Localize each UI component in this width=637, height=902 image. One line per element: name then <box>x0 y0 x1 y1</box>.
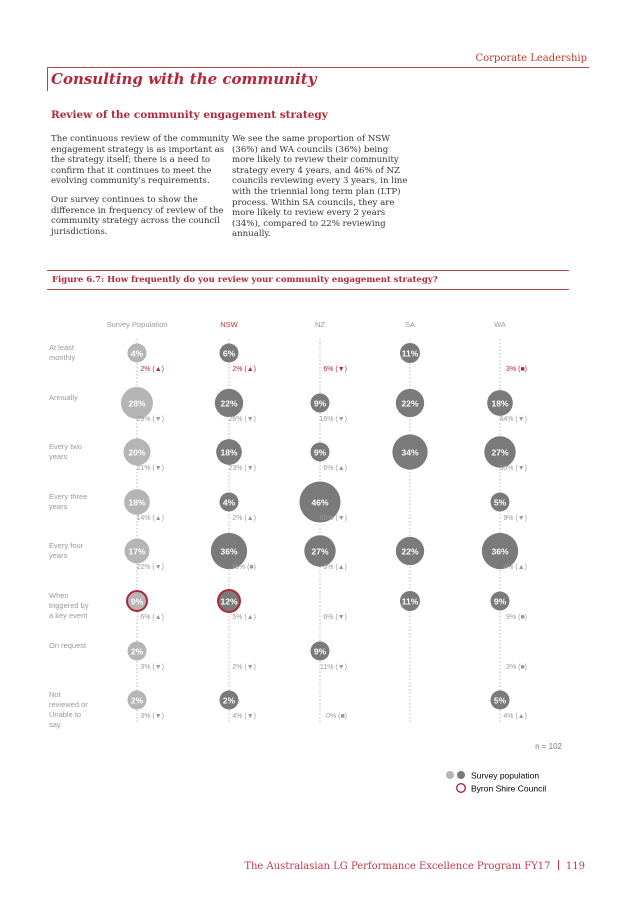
prior-year-change: 6% (▼) <box>323 614 347 621</box>
figure-caption: Figure 6.7: How frequently do you review your community engagement strategy? <box>52 275 438 285</box>
row-label: Every three <box>49 492 88 501</box>
bubble-value-label: 9% <box>493 596 507 607</box>
bubble-value-label: 27% <box>311 546 329 557</box>
section-subheading: Review of the community engagement strategy <box>51 109 328 121</box>
prior-year-change: 4% (▼) <box>232 713 256 720</box>
page-footer <box>244 860 585 872</box>
prior-year-change: 6% (▲) <box>140 614 164 621</box>
prior-year-change: 23% (▼) <box>228 465 256 472</box>
bubble-value-label: 22% <box>401 398 419 409</box>
column-header: WA <box>494 320 506 329</box>
row-label: Every four <box>49 541 84 550</box>
footer-separator <box>558 860 559 870</box>
bubble-value-label: 18% <box>491 398 509 409</box>
prior-year-change: 21% (▼) <box>136 465 164 472</box>
bubble-value-label: 34% <box>401 447 419 458</box>
bubble-value-label: 6% <box>222 348 236 359</box>
bubble-value-label: 5% <box>493 497 507 508</box>
prior-year-change: 2% (▲) <box>232 515 256 522</box>
body-paragraph: Our survey continues to show the difference in frequency of review of the community strategy across the council jurisdictions. <box>51 194 224 237</box>
row-label: reviewed or <box>49 700 88 709</box>
bubble-value-label: 2% <box>222 695 236 706</box>
bubble-value-label: 22% <box>220 398 238 409</box>
legend-council-swatch <box>457 784 466 793</box>
prior-year-change: 30% (▼) <box>499 465 527 472</box>
prior-year-change: 2% (▲) <box>232 366 256 373</box>
bubble-value-label: 36% <box>491 546 509 557</box>
prior-year-change: 29% (▼) <box>136 416 164 423</box>
footer-program: The Australasian LG Performance Excellence Program FY17 <box>244 861 551 872</box>
prior-year-change: 5% (▲) <box>232 614 256 621</box>
prior-year-change: 44% (▼) <box>499 416 527 423</box>
row-label: At least <box>49 343 75 352</box>
bubble-value-label: 9% <box>313 646 327 657</box>
prior-year-change: 0% (▲) <box>323 564 347 571</box>
legend-survey-light-swatch <box>446 771 454 779</box>
bubble-value-label: 18% <box>220 447 238 458</box>
bubble-value-label: 9% <box>130 596 144 607</box>
bubble-value-label: 9% <box>313 398 327 409</box>
prior-year-change: 2% (▲) <box>140 366 164 373</box>
prior-year-change: 16% (▼) <box>319 416 347 423</box>
row-label: Unable to <box>49 710 82 719</box>
prior-year-change: 26% (▼) <box>228 416 256 423</box>
body-paragraph: We see the same proportion of NSW (36%) and WA councils (36%) being more likely to review their community strategy every 4 years, and 46% of NZ councils reviewing every 3 years, in line with the triennial long term plan (LTP) process. Within SA councils, they are more likely to review every 2 years (34%), compared to 22% reviewing annually. <box>232 134 408 240</box>
legend-survey-dark-swatch <box>457 771 465 779</box>
bubble-value-label: 4% <box>222 497 236 508</box>
prior-year-change: 3% (■) <box>506 366 527 373</box>
row-label: years <box>49 502 68 511</box>
prior-year-change: 3% (▼) <box>140 713 164 720</box>
row-label: monthly <box>49 353 76 362</box>
row-label: years <box>49 551 68 560</box>
legend-council-label: Byron Shire Council <box>471 783 547 794</box>
bubble-value-label: 28% <box>128 398 146 409</box>
bubble-value-label: 11% <box>401 348 419 359</box>
chart-legend <box>440 768 590 798</box>
prior-year-change: 36% (■) <box>231 564 256 571</box>
bubble-value-label: 36% <box>220 546 238 557</box>
prior-year-change: 65% (▼) <box>319 515 347 522</box>
prior-year-change: 2% (▼) <box>232 664 256 671</box>
prior-year-change: 6% (▼) <box>323 366 347 373</box>
bubble-value-label: 27% <box>491 447 509 458</box>
prior-year-change: 9% (■) <box>506 614 527 621</box>
row-label: years <box>49 452 68 461</box>
row-label: say <box>49 720 61 729</box>
column-header: Survey Population <box>106 320 168 329</box>
page-number: 119 <box>565 861 585 872</box>
row-label: Every two <box>49 442 82 451</box>
bubble-value-label: 18% <box>128 497 146 508</box>
sample-size-note: n = 102 <box>535 742 562 751</box>
body-paragraph: The continuous review of the community engagement strategy is as important as the strategy itself; there is a need to confirm that it continues to meet the evolving community's requirements. <box>51 134 230 187</box>
row-label: Not <box>49 690 61 699</box>
column-header: NZ <box>315 320 325 329</box>
bubble-value-label: 12% <box>220 596 238 607</box>
bubble-value-label: 9% <box>313 447 327 458</box>
column-header: NSW <box>220 320 238 329</box>
bubble-value-label: 46% <box>311 497 329 508</box>
page-title: Consulting with the community <box>51 70 317 88</box>
prior-year-change: 4% (▲) <box>503 713 527 720</box>
bubble-value-label: 4% <box>130 348 144 359</box>
prior-year-change: 3% (■) <box>506 664 527 671</box>
legend-survey-label: Survey population <box>471 770 540 781</box>
prior-year-change: 14% (▲) <box>136 515 164 522</box>
prior-year-change: 9% (▼) <box>503 515 527 522</box>
prior-year-change: 0% (■) <box>326 713 347 720</box>
row-label: triggered by <box>49 601 89 610</box>
bubble-value-label: 17% <box>128 546 146 557</box>
prior-year-change: 11% (▼) <box>319 664 347 671</box>
prior-year-change: 22% (▼) <box>136 564 164 571</box>
bubble-value-label: 2% <box>130 646 144 657</box>
section-header: Corporate Leadership <box>475 53 587 64</box>
column-header: SA <box>404 320 416 329</box>
bubble-value-label: 20% <box>128 447 146 458</box>
row-label: Annually <box>49 393 78 402</box>
bubble-value-label: 5% <box>493 695 507 706</box>
bubble-value-label: 2% <box>130 695 144 706</box>
bubble-value-label: 22% <box>401 546 419 557</box>
row-label: When <box>49 591 69 600</box>
row-label: On request <box>49 641 87 650</box>
row-label: a key event <box>49 611 88 620</box>
prior-year-change: 6% (▲) <box>323 465 347 472</box>
bubble-value-label: 11% <box>401 596 419 607</box>
prior-year-change: 3% (▼) <box>140 664 164 671</box>
prior-year-change: 4% (▲) <box>503 564 527 571</box>
